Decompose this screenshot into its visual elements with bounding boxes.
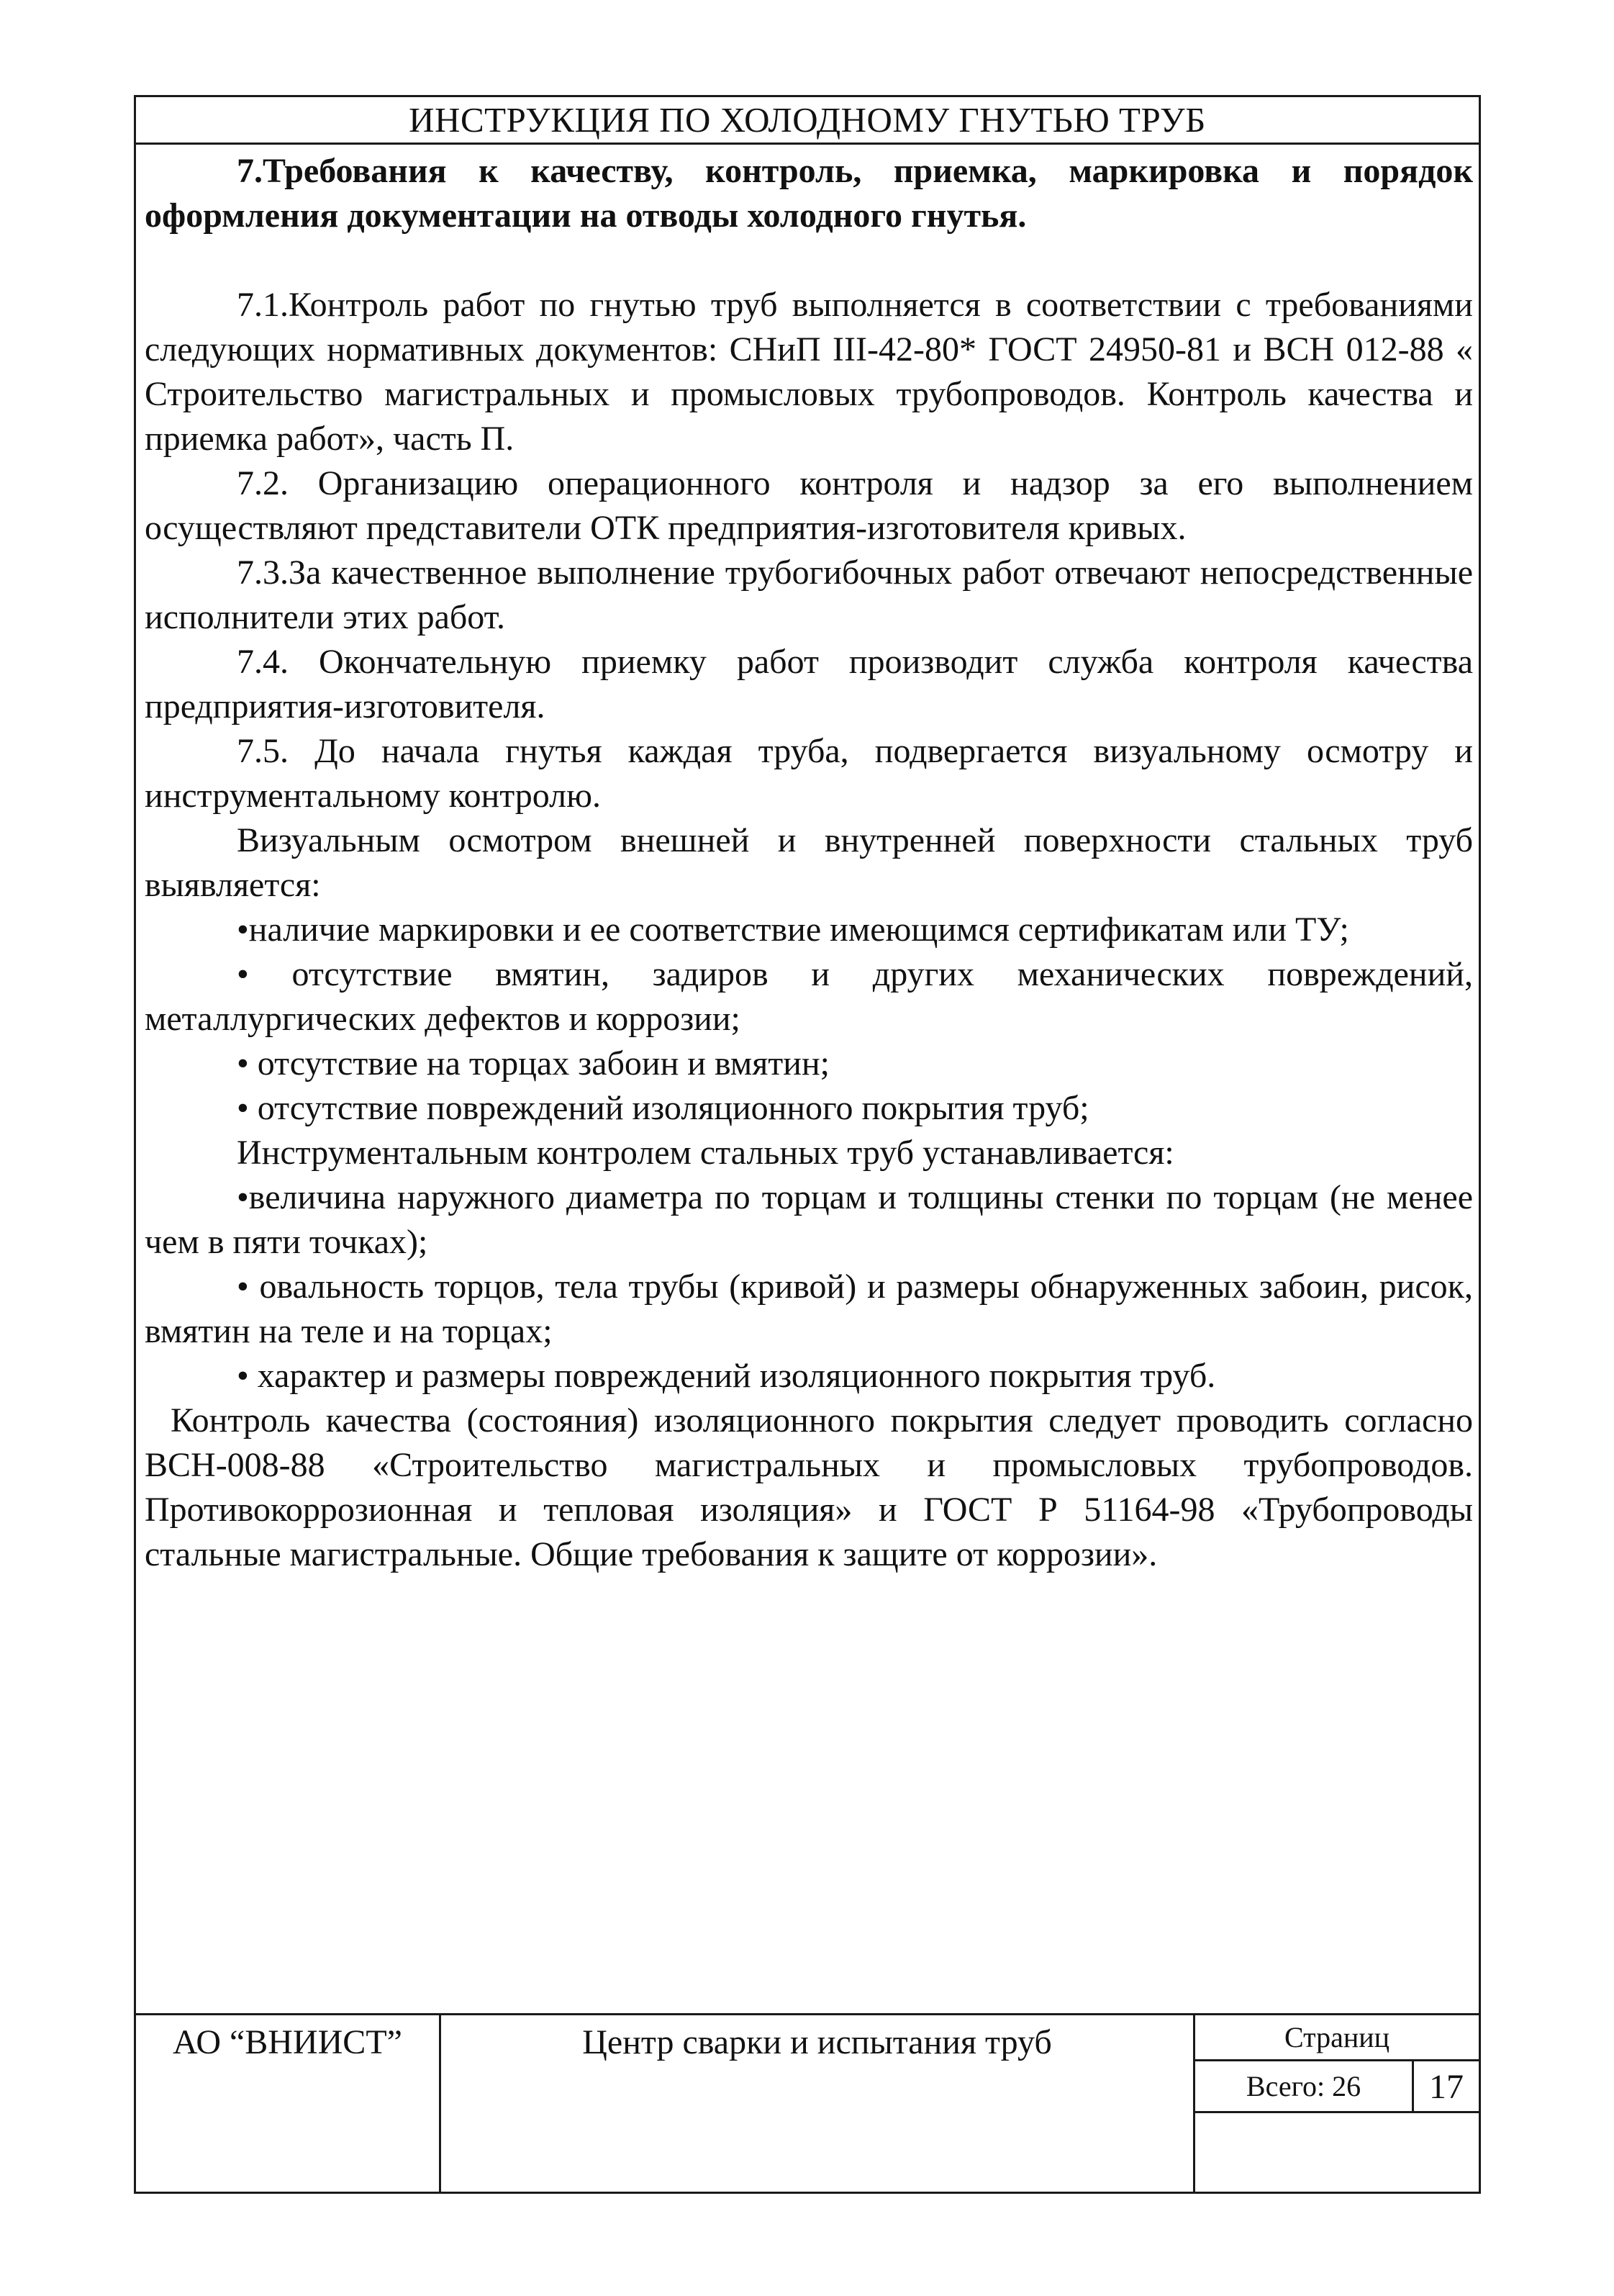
bullet-diameter: •величина наружного диаметра по торцам и толщины стенки по торцам (не менее чем в пяти точках);: [145, 1178, 1473, 1261]
paragraph-7-2: 7.2. Организацию операционного контроля и надзор за его выполнением осуществляют представители ОТК предприятия-изготовителя кривых.: [145, 464, 1473, 547]
document-frame: [134, 95, 1481, 2194]
instrumental-control-intro: Инструментальным контролем стальных труб устанавливается:: [237, 1134, 1174, 1172]
bullet-coating-character: • характер и размеры повреждений изоляционного покрытия труб.: [237, 1357, 1216, 1395]
bullet-dents: • отсутствие вмятин, задиров и других механических повреждений, металлургических дефектов и коррозии;: [145, 955, 1473, 1038]
paragraph-7-5: 7.5. До начала гнутья каждая труба, подвергается визуальному осмотру и инструментальному контролю.: [145, 732, 1473, 815]
title-block: [136, 2013, 1479, 2192]
page-number: 17: [1414, 2061, 1479, 2113]
paragraph-7-4: 7.4. Окончательную приемку работ производит служба контроля качества предприятия-изготовителя.: [145, 643, 1473, 726]
document-body: [145, 149, 1473, 1577]
pages-block: [1195, 2015, 1479, 2192]
department-name: Центр сварки и испытания труб: [441, 2015, 1195, 2192]
section-heading: 7.Требования к качеству, контроль, приемка, маркировка и порядок оформления документации на отводы холодного гнутья.: [145, 152, 1473, 235]
bullet-marking: •наличие маркировки и ее соответствие имеющимся сертификатам или ТУ;: [237, 910, 1349, 949]
paragraph-7-3: 7.3.За качественное выполнение трубогибочных работ отвечают непосредственные исполнители этих работ.: [145, 553, 1473, 636]
bullet-ovality: • овальность торцов, тела трубы (кривой) и размеры обнаруженных забоин, рисок, вмятин на теле и на торцах;: [145, 1267, 1473, 1350]
paragraph-7-1: 7.1.Контроль работ по гнутью труб выполняется в соответствии с требованиями следующих нормативных документов: СНиП III-42-80* ГОСТ 24950-81 и ВСН 012-88 « Строительство магистральных и промысловых трубопроводов. Контроль качества и приемка работ», часть П.: [145, 286, 1473, 458]
document-title: ИНСТРУКЦИЯ ПО ХОЛОДНОМУ ГНУТЬЮ ТРУБ: [136, 97, 1479, 145]
pages-label: Страниц: [1195, 2015, 1479, 2061]
coating-control-paragraph: Контроль качества (состояния) изоляционного покрытия следует проводить согласно ВСН-008-88 «Строительство магистральных и промысловых трубопроводов. Противокоррозионная и тепловая изоляция» и ГОСТ Р 51164-98 «Трубопроводы стальные магистральные. Общие требования к защите от коррозии».: [145, 1401, 1473, 1573]
bullet-coating-damage: • отсутствие повреждений изоляционного покрытия труб;: [237, 1089, 1089, 1127]
organization-name: АО “ВНИИСТ”: [136, 2015, 441, 2192]
visual-inspection-intro: Визуальным осмотром внешней и внутренней поверхности стальных труб выявляется:: [145, 821, 1473, 904]
bullet-end-nicks: • отсутствие на торцах забоин и вмятин;: [237, 1044, 830, 1083]
total-pages: Всего: 26: [1195, 2061, 1414, 2113]
